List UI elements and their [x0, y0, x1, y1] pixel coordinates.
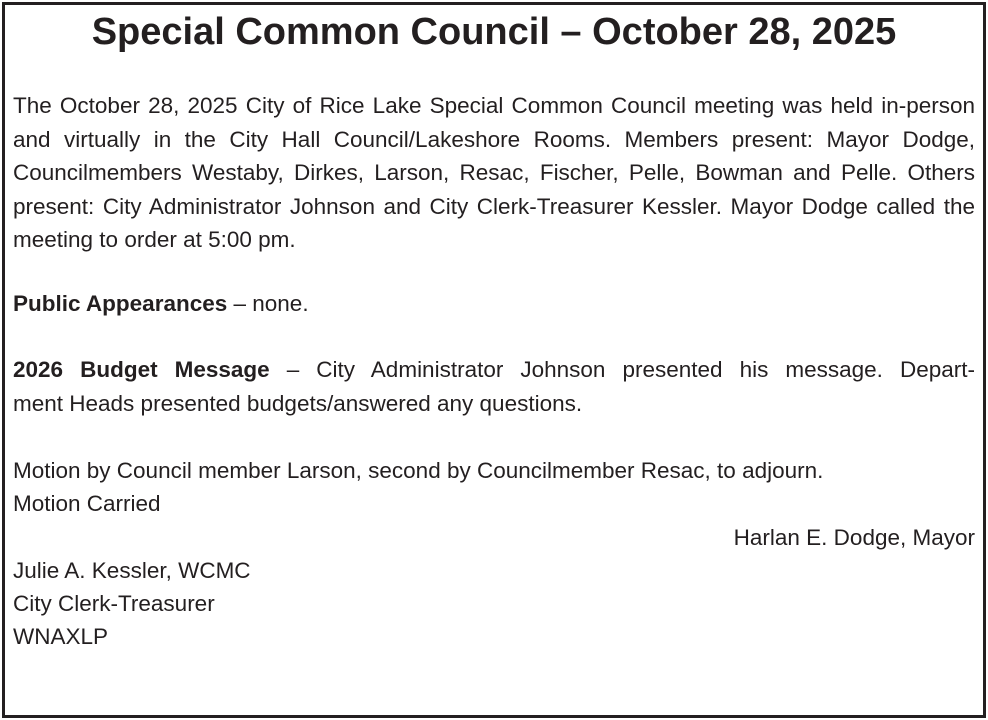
mayor-signature: Harlan E. Dodge, Mayor [733, 525, 975, 550]
notice-code: WNAXLP [13, 624, 109, 649]
clerk-title: City Clerk-Treasurer [13, 591, 215, 616]
budget-message-text-1: – City Administrator Johnson presented his message. Depart- [269, 357, 975, 382]
budget-message-line-2: ment Heads presented budgets/answered any questions. [13, 391, 583, 416]
motion-line-2: Motion Carried [13, 491, 161, 516]
opening-paragraph: The October 28, 2025 City of Rice Lake Special Common Council meeting was held in-person and virtually in the City Hall Council/Lakeshore Rooms. Members present: Mayor Dodge, Councilmembers Westaby, Dirkes, Larson, Resac, Fischer, Pelle, Bowman and Pelle. Others present: City Administrator Johnson and City Clerk-Treasurer Kessler. Mayor Dodge called the meeting to order at 5:00 pm. [13, 93, 975, 252]
notice-title: Special Common Council – October 28, 2025 [91, 11, 897, 53]
legal-notice [2, 2, 986, 718]
budget-message-line-1 [13, 353, 975, 387]
public-appearances-heading: Public Appearances [13, 291, 228, 316]
clerk-name: Julie A. Kessler, WCMC [13, 558, 251, 583]
budget-message-heading: 2026 Budget Message [13, 357, 270, 382]
public-appearances-text: – none. [227, 291, 309, 316]
public-appearances-paragraph [13, 287, 975, 321]
motion-line-1: Motion by Council member Larson, second by Councilmember Resac, to adjourn. [13, 458, 824, 483]
